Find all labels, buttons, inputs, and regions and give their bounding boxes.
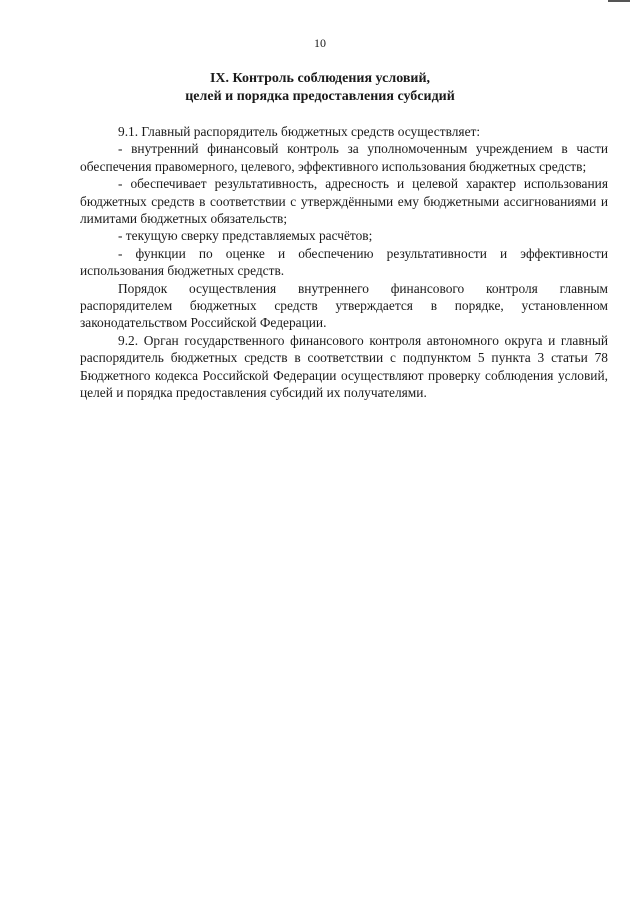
bullet-effectiveness: - обеспечивает результативность, адресность и целевой характер использования бюджетных средств в соответствии с утверждёнными ему бюджетными ассигнованиями и лимитами бюджетных обязательств; [80,176,608,227]
section-body [80,123,608,402]
bullet-assessment-functions: - функции по оценке и обеспечению результативности и эффективности использования бюджетных средств. [80,245,608,279]
section-heading [0,70,640,106]
page-number: 10 [314,36,326,50]
section-title-line-2: целей и порядка предоставления субсидий [185,89,455,104]
paragraph-9-2: 9.2. Орган государственного финансового контроля автономного округа и главный распорядитель бюджетных средств в соответствии с подпунктом 5 пункта 3 статьи 78 Бюджетного кодекса Российской Федерации осуществляют проверку соблюдения условий, целей и порядка предоставления субсидий их получателями. [80,332,608,401]
bullet-reconciliation: - текущую сверку представляемых расчётов; [118,228,373,244]
paragraph-control-procedure: Порядок осуществления внутреннего финансового контроля главным распорядителем бюджетных средств утверждается в порядке, установленном законодательством Российской Федерации. [80,280,608,331]
bullet-internal-control: - внутренний финансовый контроль за уполномоченным учреждением в части обеспечения правомерного, целевого, эффективного использования бюджетных средств; [80,141,608,174]
section-title-line-1: IX. Контроль соблюдения условий, [209,71,431,86]
scan-edge-mark [608,0,630,2]
paragraph-9-1-intro: 9.1. Главный распорядитель бюджетных средств осуществляет: [118,124,481,139]
